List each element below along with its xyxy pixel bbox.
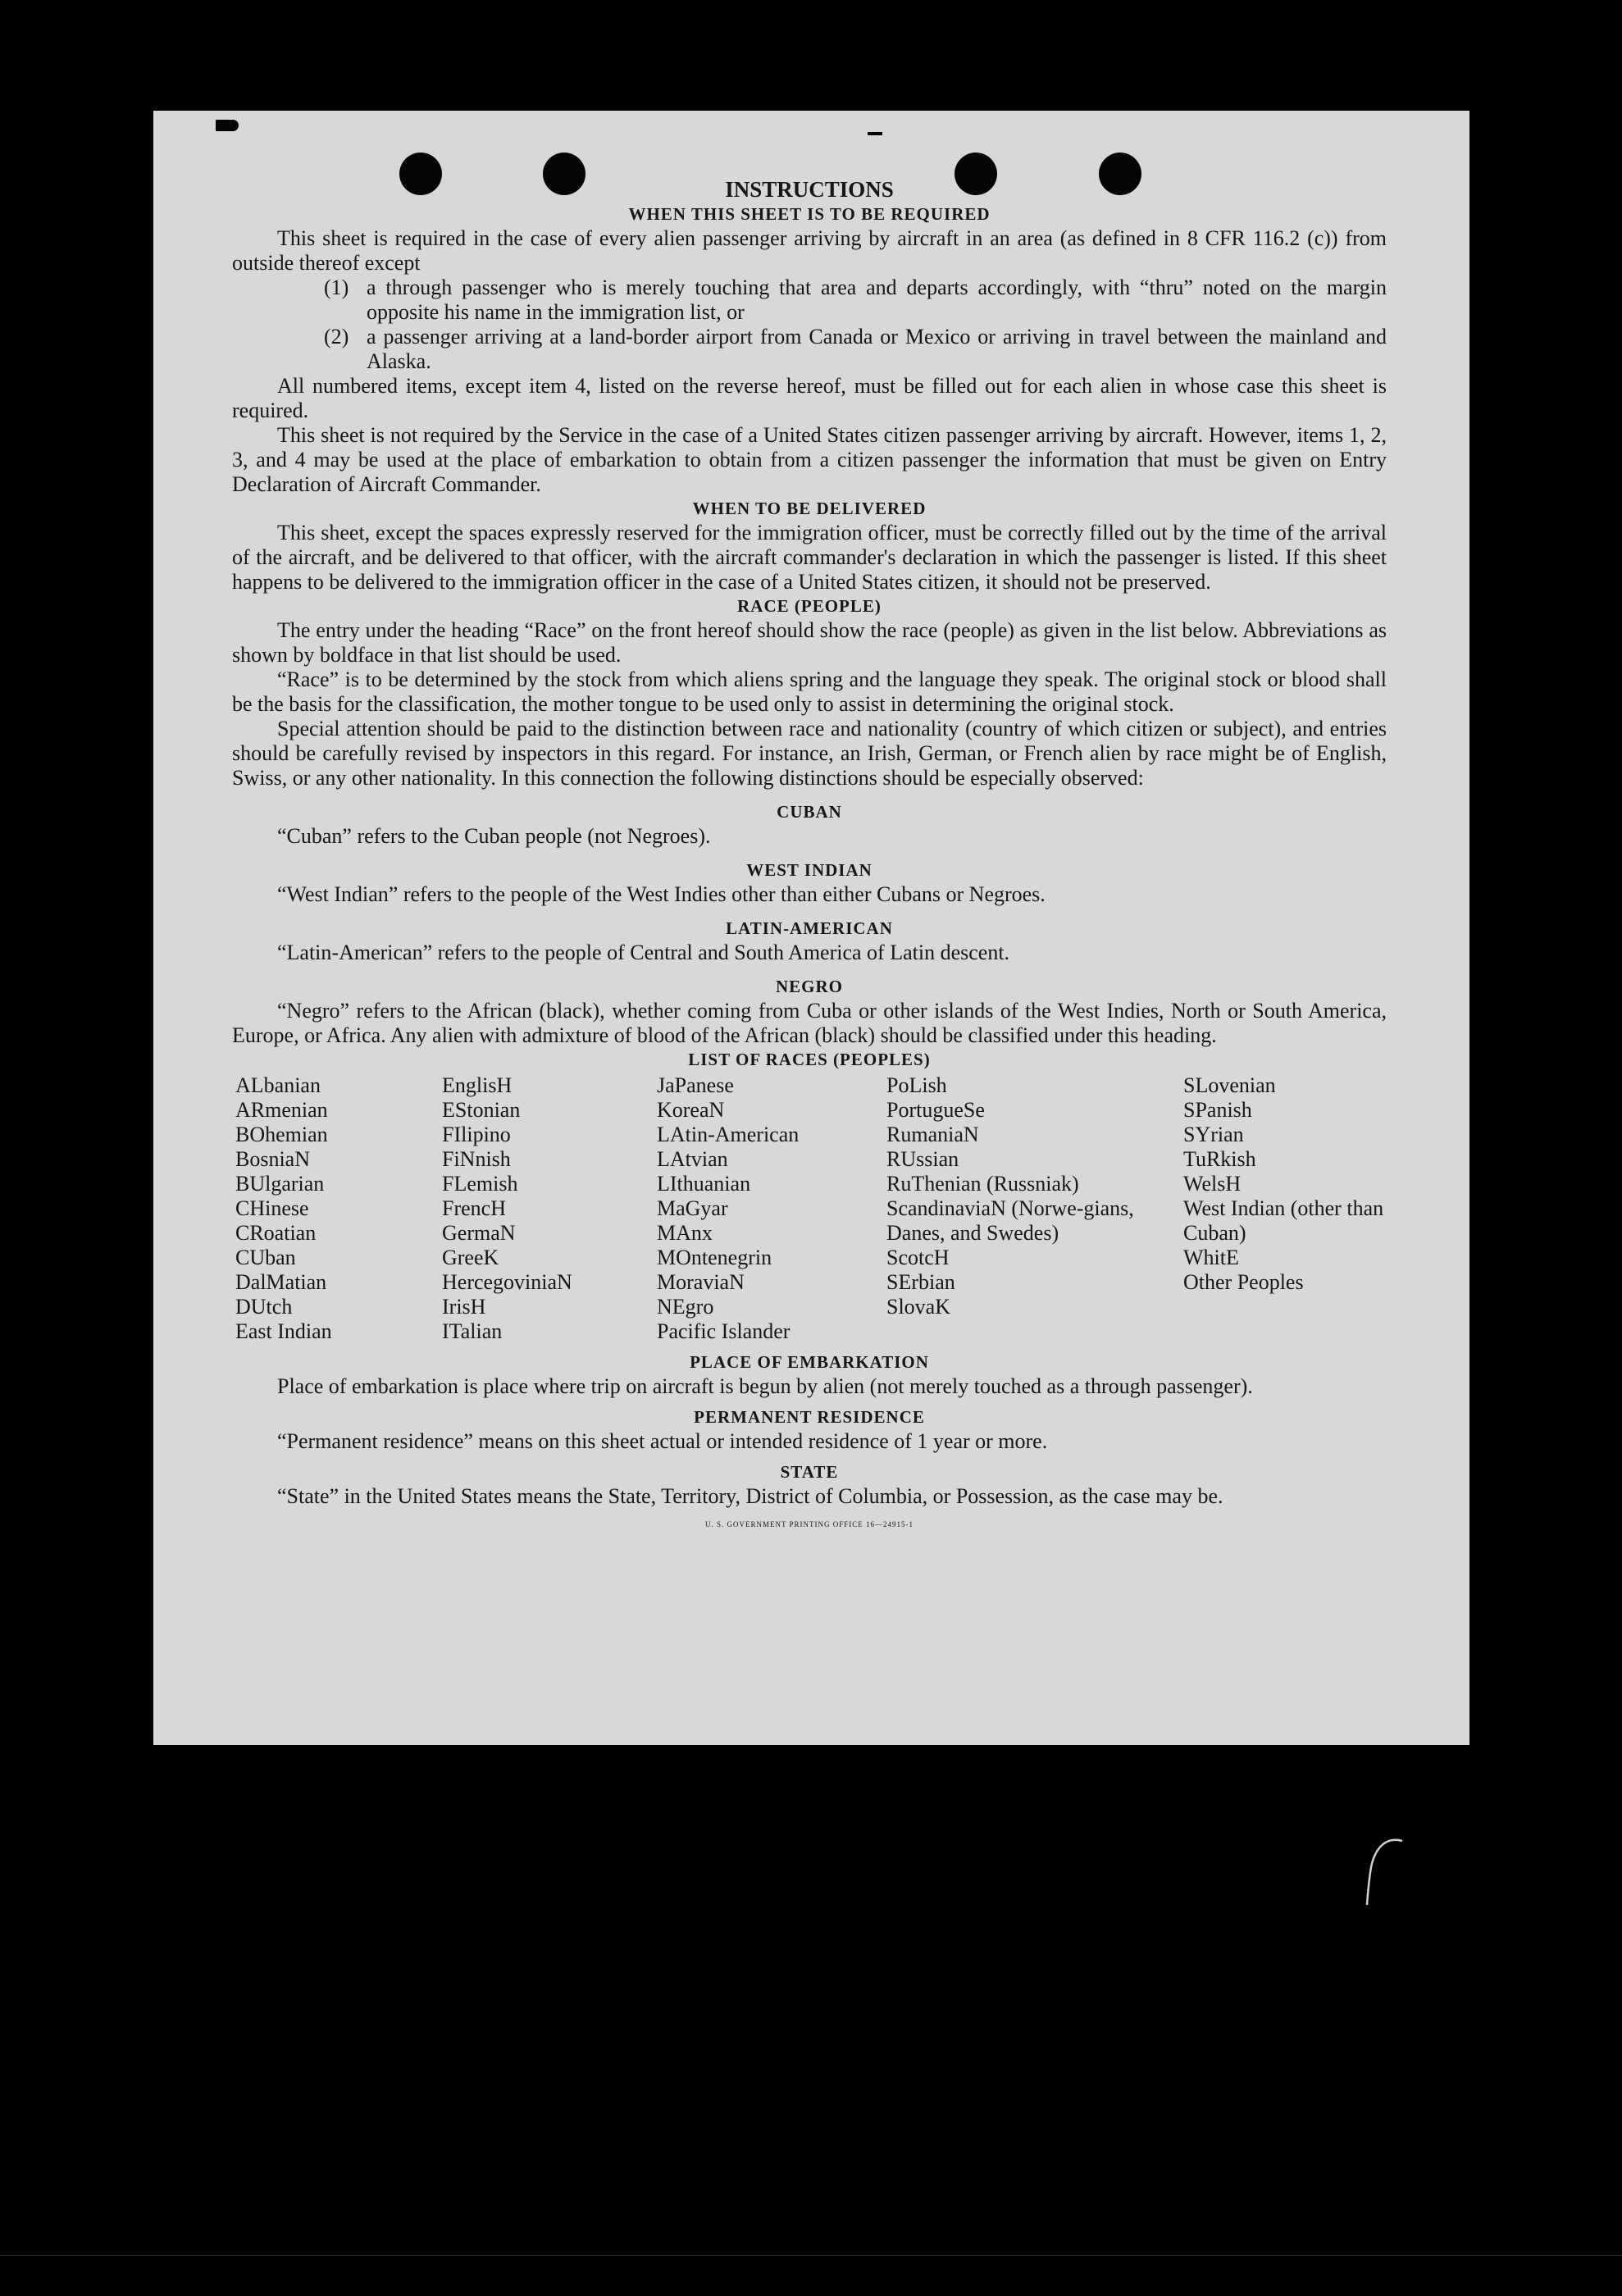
paragraph: “West Indian” refers to the people of the West Indies other than either Cubans or Negroes. (277, 882, 1046, 906)
race-entry: MAnx (657, 1221, 713, 1245)
races-list (235, 1073, 1387, 1344)
race-entry: SYrian (1183, 1123, 1244, 1146)
race-entry: CUban (235, 1246, 296, 1269)
paragraph: “Permanent residence” means on this sheet actual or intended residence of 1 year or more. (277, 1429, 1048, 1453)
race-entry: SErbian (886, 1270, 955, 1294)
race-entry: MaGyar (657, 1196, 728, 1220)
race-entry: SlovaK (886, 1295, 950, 1319)
race-entry: FrencH (442, 1196, 506, 1220)
race-entry: MoraviaN (657, 1270, 745, 1294)
item-number: (1) (324, 276, 349, 299)
race-column (235, 1073, 442, 1344)
race-entry: CHinese (235, 1196, 309, 1220)
section-heading: NEGRO (775, 977, 843, 996)
race-entry: ALbanian (235, 1073, 321, 1097)
section-heading: WEST INDIAN (746, 860, 873, 880)
paragraph: “Race” is to be determined by the stock from which aliens spring and the language they speak. The original stock or blood shall be the basis for the classification, the mother tongue to be used only to assist in determining the original stock. (232, 667, 1387, 716)
race-entry: LAtvian (657, 1147, 728, 1171)
race-entry: IrisH (442, 1295, 486, 1319)
race-entry: BosniaN (235, 1147, 310, 1171)
race-entry: West Indian (other than Cuban) (1183, 1196, 1384, 1245)
page-title: INSTRUCTIONS (725, 177, 894, 202)
race-entry: RuThenian (Russniak) (886, 1172, 1079, 1196)
race-entry: LAtin-American (657, 1123, 800, 1146)
race-column (657, 1073, 886, 1344)
race-entry: East Indian (235, 1319, 332, 1343)
race-entry: PortugueSe (886, 1098, 985, 1122)
race-entry: TuRkish (1183, 1147, 1256, 1171)
race-column (1183, 1073, 1390, 1344)
race-entry: SPanish (1183, 1098, 1252, 1122)
instructions-body (232, 176, 1387, 1537)
section-heading: CUBAN (777, 802, 842, 822)
race-entry: LIthuanian (657, 1172, 751, 1196)
race-entry: RumaniaN (886, 1123, 979, 1146)
race-entry: NEgro (657, 1295, 714, 1319)
item-number: (2) (324, 325, 349, 348)
paragraph: All numbered items, except item 4, listed on the reverse hereof, must be filled out for each alien in whose case this sheet is required. (232, 374, 1387, 422)
paragraph: This sheet, except the spaces expressly reserved for the immigration officer, must be correctly filled out by the time of the arrival of the aircraft, and be delivered to that officer, with the aircraft commander's declaration in which the passenger is listed. If this sheet happens to be delivered to the immigration officer in the case of a United States citizen, it should not be preserved. (232, 521, 1387, 594)
scan-edge-line (0, 2255, 1622, 2256)
race-entry: JaPanese (657, 1073, 734, 1097)
paragraph: Place of embarkation is place where trip on aircraft is begun by alien (not merely touched as a through passenger). (277, 1374, 1253, 1398)
document-sheet (153, 111, 1469, 1745)
race-entry: ARmenian (235, 1098, 328, 1122)
section-heading: STATE (780, 1462, 839, 1482)
exception-item (324, 276, 1387, 325)
race-entry: ScotcH (886, 1246, 950, 1269)
scan-speck (216, 120, 239, 131)
scan-speck (868, 132, 882, 135)
race-entry: WelsH (1183, 1172, 1242, 1196)
race-entry: FiNnish (442, 1147, 511, 1171)
race-entry: Pacific Islander (657, 1319, 790, 1343)
race-entry: DalMatian (235, 1270, 327, 1294)
race-entry: BUlgarian (235, 1172, 325, 1196)
paragraph: The entry under the heading “Race” on the front hereof should show the race (people) as given in the list below. Abbreviations as shown by boldface in that list should be used. (232, 618, 1387, 667)
race-entry: SLovenian (1183, 1073, 1276, 1097)
paragraph: “Cuban” refers to the Cuban people (not Negroes). (277, 824, 711, 848)
paragraph: “State” in the United States means the State, Territory, District of Columbia, or Possession, as the case may be. (277, 1484, 1223, 1508)
section-heading: WHEN TO BE DELIVERED (692, 499, 927, 518)
race-column (886, 1073, 1183, 1344)
race-entry: PoLish (886, 1073, 947, 1097)
item-text: a through passenger who is merely touching that area and departs accordingly, with “thru” noted on the margin opposite his name in the immigration list, or (367, 276, 1387, 324)
race-column (442, 1073, 657, 1344)
section-heading: WHEN THIS SHEET IS TO BE REQUIRED (628, 204, 991, 224)
paragraph: Special attention should be paid to the distinction between race and nationality (country of which citizen or subject), and entries should be carefully revised by inspectors in this regard. For instance, an Irish, German, or French alien by race might be of English, Swiss, or any other nationality. In this connection the following distinctions should be especially observed: (232, 717, 1387, 790)
race-entry: CRoatian (235, 1221, 317, 1245)
race-entry: GreeK (442, 1246, 499, 1269)
race-entry: EnglisH (442, 1073, 513, 1097)
race-entry: WhitE (1183, 1246, 1239, 1269)
race-entry: GermaN (442, 1221, 516, 1245)
section-heading: LATIN-AMERICAN (726, 918, 893, 938)
paragraph: This sheet is not required by the Service in the case of a United States citizen passenger arriving by aircraft. However, items 1, 2, 3, and 4 may be used at the place of embarkation to obtain from a citizen passenger the information that must be given on Entry Declaration of Aircraft Commander. (232, 423, 1387, 496)
race-entry: Other Peoples (1183, 1270, 1304, 1294)
item-text: a passenger arriving at a land-border airport from Canada or Mexico or arriving in travel between the mainland and Alaska. (367, 325, 1387, 373)
race-entry: ITalian (442, 1319, 503, 1343)
race-entry: DUtch (235, 1295, 293, 1319)
race-entry: ScandinaviaN (Norwe-gians, Danes, and Swedes) (886, 1196, 1134, 1245)
section-heading: PLACE OF EMBARKATION (690, 1352, 929, 1372)
section-heading: PERMANENT RESIDENCE (694, 1407, 925, 1427)
race-entry: FLemish (442, 1172, 518, 1196)
paragraph: “Negro” refers to the African (black), whether coming from Cuba or other islands of the West Indies, North or South America, Europe, or Africa. Any alien with admixture of blood of the African (black) should be classified under this heading. (232, 999, 1387, 1047)
race-entry: HercegoviniaN (442, 1270, 572, 1294)
paragraph: This sheet is required in the case of every alien passenger arriving by aircraft in an area (as defined in 8 CFR 116.2 (c)) from outside thereof except (232, 226, 1387, 275)
race-entry: EStonian (442, 1098, 521, 1122)
stray-pen-mark (1360, 1834, 1409, 1908)
section-heading: RACE (PEOPLE) (737, 596, 882, 616)
race-entry: RUssian (886, 1147, 959, 1171)
race-entry: KoreaN (657, 1098, 725, 1122)
printer-imprint: U. S. GOVERNMENT PRINTING OFFICE 16—24915-1 (704, 1520, 914, 1528)
exception-item (324, 325, 1387, 374)
race-entry: FIlipino (442, 1123, 511, 1146)
paragraph: “Latin-American” refers to the people of Central and South America of Latin descent. (277, 941, 1010, 964)
race-entry: BOhemian (235, 1123, 328, 1146)
race-entry: MOntenegrin (657, 1246, 772, 1269)
section-heading: LIST OF RACES (PEOPLES) (688, 1050, 931, 1069)
